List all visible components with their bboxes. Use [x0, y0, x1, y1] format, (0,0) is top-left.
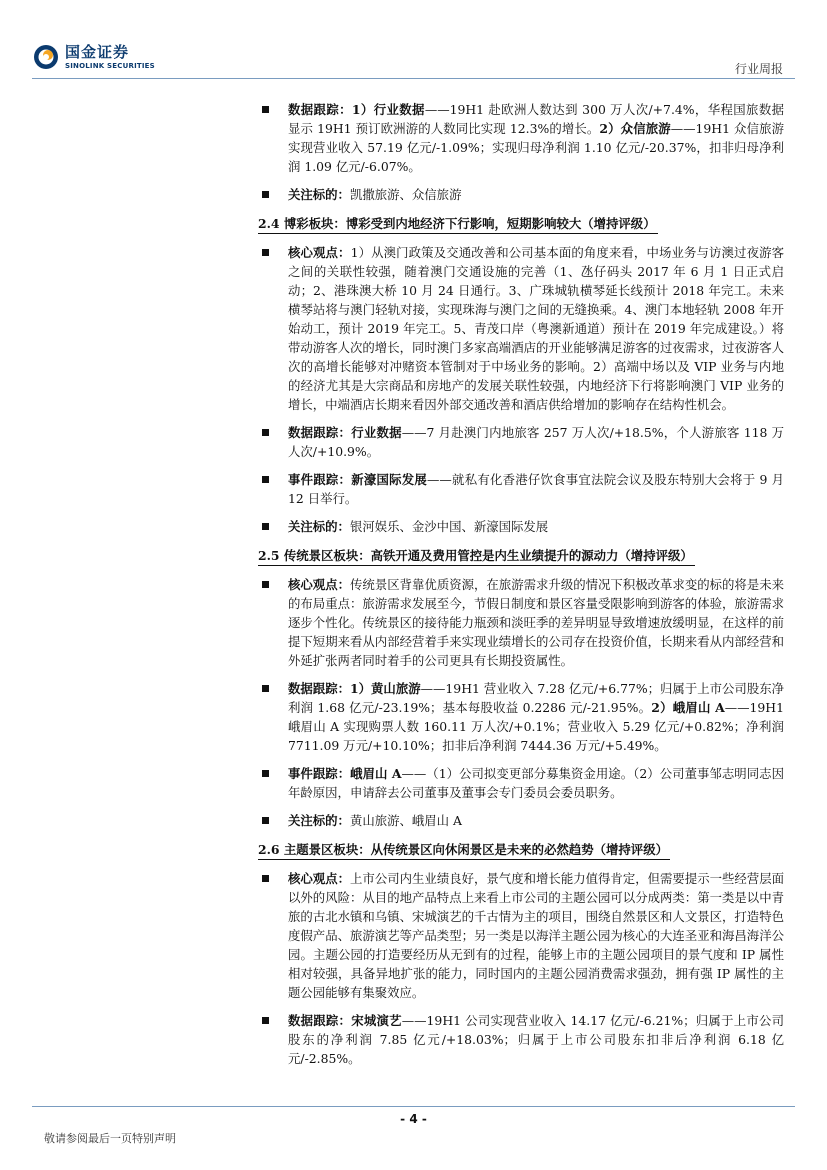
bullet-label: 数据跟踪： — [288, 425, 352, 440]
sinolink-logo-icon — [33, 44, 59, 70]
bullet-square-icon — [262, 249, 269, 256]
bullet-text: ——19H1 众信旅游实现营业收入 57.19 亿元/-1.09%；实现归母净利润 1.10 亿元/-20.37%，扣非归母净利润 1.09 亿元/-6.07%。 — [288, 121, 784, 174]
bullet-label: 数据跟踪： — [288, 102, 352, 117]
bullet-text: 1）从澳门政策及交通改善和公司基本面的角度来看，中场业务与访澳过夜游客之间的关联性较强，随着澳门交通设施的完善（1、氹仔码头 2017 年 6 月 1 日正式启动；2、港珠澳大桥 10 月 24 日通行。3、广珠城轨横琴延长线预计 2018 年完工。未来横琴站将与澳门轻轨对接，实现珠海与澳门之间的无缝换乘。4、澳门本地轻轨 2008 年开始动工，预计 2019 年完工。5、青茂口岸（粤澳新通道）预计在 2019 年完成建设。）将带动游客人次的增长，同时澳门多家高端酒店的开业能够满足游客的过夜需求，过夜游客人次的高增长能够对冲赌资本管制对于中场业务的影响。2）高端中场以及 VIP 业务与内地的经济尤其是大宗商品和房地产的发展关联性较强，内地经济下行将影响澳门 VIP 业务的增长，中端酒店长期来看因外部交通改善和酒店供给增加的影响存在结构性机会。 — [288, 245, 784, 412]
section-heading-2-5: 2.5 传统景区板块：高铁开通及费用管控是内生业绩提升的源动力（增持评级） — [258, 547, 695, 566]
bullet-data-tracking-gaming — [262, 423, 784, 461]
bullet-square-icon — [262, 685, 269, 692]
main-content — [258, 100, 785, 1077]
bullet-core-view-scenic — [262, 575, 784, 670]
bullet-square-icon — [262, 581, 269, 588]
bullet-label: 关注标的： — [288, 187, 350, 202]
bullet-text: 上市公司内生业绩良好，景气度和增长能力值得肯定，但需要提示一些经营层面以外的风险：从目的地产品特点上来看上市公司的主题公园可以分成两类：第一类是以中青旅的古北水镇和乌镇、宋城演艺的千古情为主的项目，围绕自然景区和人文景区，打造特色度假产品、旅游演艺等产品类型；另一类是以海洋主题公园为核心的大连圣亚和海昌海洋公园。主题公园的打造要经历从无到有的过程，能够上市的主题公园项目的景气度和 IP 属性相对较强，具备异地扩张的能力，同时国内的主题公园消费需求强劲，拥有强 IP 属性的主题公园能够有集聚效应。 — [288, 871, 785, 1000]
bullet-square-icon — [262, 1017, 269, 1024]
bullet-square-icon — [262, 875, 269, 882]
logo-chinese-name: 国金证券 — [65, 42, 130, 61]
bullet-text: ——19H1 峨眉山 A 实现购票人数 160.11 万人次/+0.1%；营业收入 5.29 亿元/+0.82%；净利润 7711.09 万元/+10.10%；扣非后净利润 7444.36 万元/+5.49%。 — [288, 700, 784, 753]
bullet-text: 传统景区背靠优质资源，在旅游需求升级的情况下积极改革求变的标的将是未来的布局重点：旅游需求发展至今，节假日制度和景区容量受限影响到游客的体验，旅游需求逐步个性化。传统景区的接待能力瓶颈和淡旺季的差异明显导致增速放缓明显，在这样的前提下短期来看从内部经营着手来实现业绩增长的公司存在投资价值，长期来看从内部经营和外延扩张两者同时着手的公司更具有长期投资属性。 — [288, 577, 785, 668]
bullet-square-icon — [262, 429, 269, 436]
company-logo — [33, 44, 155, 70]
bullet-square-icon — [262, 817, 269, 824]
page-header — [0, 0, 827, 80]
report-type-label: 行业周报 — [734, 62, 783, 76]
bullet-square-icon — [262, 106, 269, 113]
bullet-event-tracking-scenic — [262, 764, 784, 802]
footer-divider — [32, 1106, 795, 1107]
bullet-text: ——19H1 赴欧洲人数达到 300 万人次/+7.4%，华程国旅数据显示 19H1 预订欧洲游的人数同比实现 12.3%的增长。 — [288, 102, 784, 136]
page-number: - 4 - — [400, 1112, 427, 1126]
bullet-data-tracking-theme-park — [262, 1011, 784, 1068]
bullet-highlight: 1）行业数据 — [351, 102, 425, 117]
bullet-square-icon — [262, 476, 269, 483]
bullet-highlight: 新濠国际发展 — [351, 472, 428, 487]
section-heading-2-4: 2.4 博彩板块：博彩受到内地经济下行影响，短期影响较大（增持评级） — [258, 215, 658, 234]
header-divider — [32, 78, 795, 79]
bullet-highlight: 峨眉山 A — [350, 766, 402, 781]
bullet-text: ——7 月赴澳门内地旅客 257 万人次/+18.5%，个人游旅客 118 万人次/+10.9%。 — [288, 425, 785, 459]
bullet-label: 数据跟踪： — [288, 1013, 352, 1028]
bullet-square-icon — [262, 523, 269, 530]
bullet-text: ——19H1 营业收入 7.28 亿元/+6.77%；归属于上市公司股东净利润 1.68 亿元/-23.19%；基本每股收益 0.2286 元/-21.95%。 — [288, 681, 785, 715]
bullet-highlight: 宋城演艺 — [351, 1013, 402, 1028]
bullet-highlight: 1）黄山旅游 — [350, 681, 421, 696]
bullet-highlight: 行业数据 — [351, 425, 402, 440]
bullet-text: ——就私有化香港仔饮食事宜法院会议及股东特别大会将于 9 月 12 日举行。 — [288, 472, 785, 506]
bullet-highlight: 2）众信旅游 — [599, 121, 671, 136]
bullet-label: 核心观点： — [288, 871, 351, 886]
bullet-text: ——19H1 公司实现营业收入 14.17 亿元/-6.21%；归属于上市公司股东的净利润 7.85 亿元/+18.03%；归属于上市公司股东扣非后净利润 6.18 亿元/-2.85%。 — [288, 1013, 785, 1066]
bullet-square-icon — [262, 770, 269, 777]
bullet-text: ——（1）公司拟变更部分募集资金用途。（2）公司董事邹志明同志因年龄原因，申请辞去公司董事及董事会专门委员会委员职务。 — [288, 766, 785, 800]
bullet-watchlist-gaming — [262, 517, 784, 536]
bullet-watchlist-scenic — [262, 811, 784, 830]
bullet-label: 数据跟踪： — [288, 681, 350, 696]
bullet-label: 关注标的： — [288, 519, 350, 534]
bullet-highlight: 2）峨眉山 A — [651, 700, 725, 715]
bullet-label: 核心观点： — [288, 577, 351, 592]
bullet-square-icon — [262, 191, 269, 198]
section-heading-2-6: 2.6 主题景区板块：从传统景区向休闲景区是未来的必然趋势（增持评级） — [258, 841, 670, 860]
bullet-data-tracking-scenic — [262, 679, 784, 755]
logo-english-name: SINOLINK SECURITIES — [65, 61, 155, 70]
bullet-text: 黄山旅游、峨眉山 A — [349, 813, 462, 828]
bullet-label: 关注标的： — [288, 813, 350, 828]
bullet-label: 事件跟踪： — [288, 472, 352, 487]
bullet-core-view-theme-park — [262, 869, 784, 1002]
bullet-core-view-gaming — [262, 243, 784, 414]
bullet-watchlist-travel — [262, 185, 784, 204]
bullet-label: 核心观点： — [288, 245, 351, 260]
bullet-text: 银河娱乐、金沙中国、新濠国际发展 — [349, 519, 549, 534]
bullet-text: 凯撒旅游、众信旅游 — [349, 187, 462, 202]
footer-disclaimer: 敬请参阅最后一页特别声明 — [44, 1132, 176, 1145]
bullet-data-tracking-travel — [262, 100, 784, 176]
bullet-label: 事件跟踪： — [288, 766, 351, 781]
bullet-event-tracking-gaming — [262, 470, 784, 508]
